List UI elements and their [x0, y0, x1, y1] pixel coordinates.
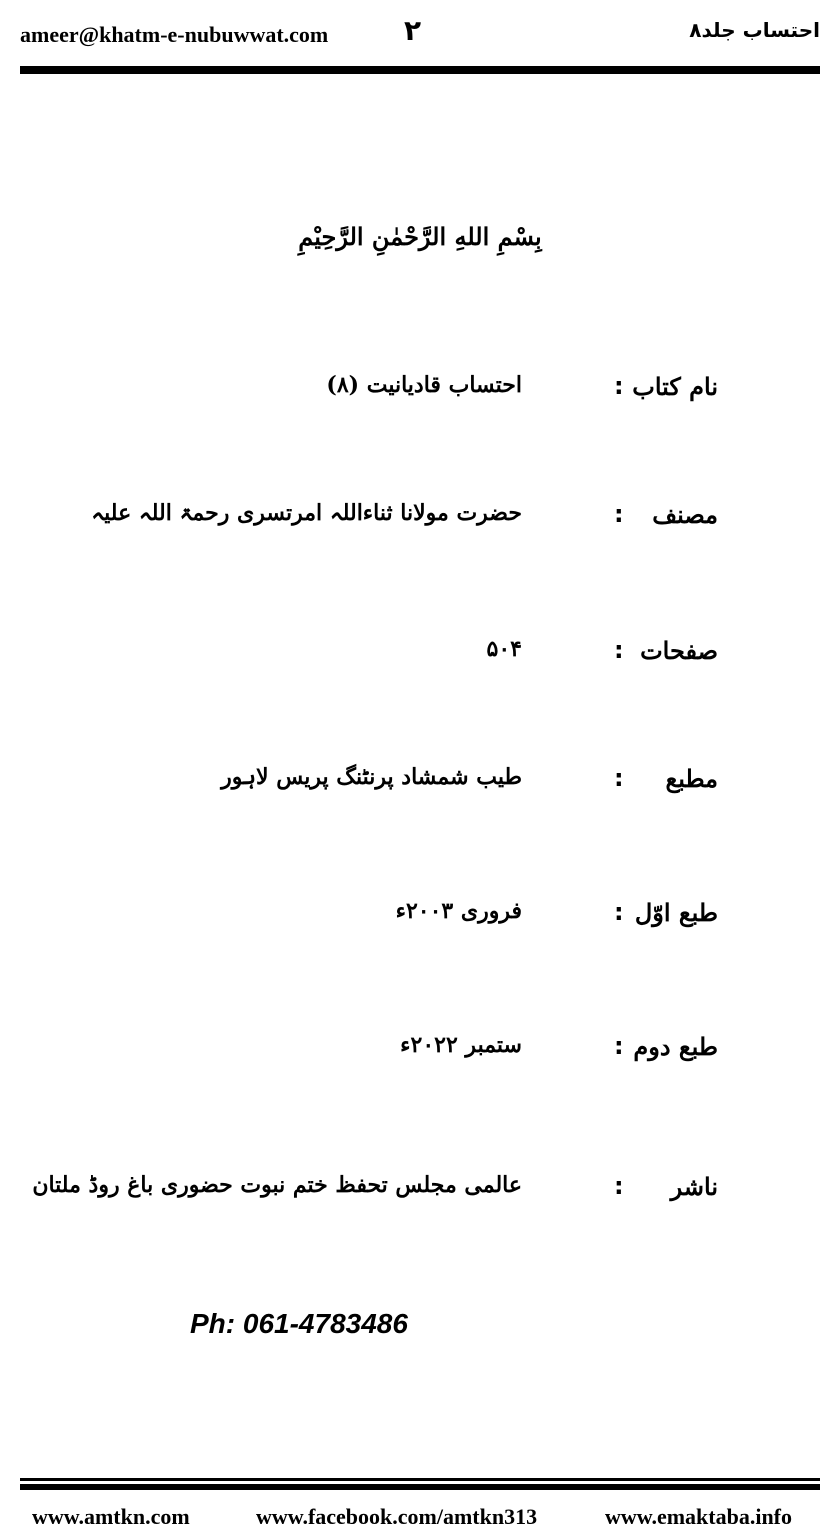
detail-label: طبع اوّل: [634, 898, 718, 927]
detail-value: عالمی مجلس تحفظ ختم نبوت حضوری باغ روڈ ملتان: [32, 1172, 522, 1198]
detail-label: مصنف: [652, 500, 718, 529]
detail-value: ۵۰۴: [486, 636, 522, 662]
detail-colon: :: [614, 1032, 624, 1060]
detail-row-author: [0, 500, 840, 550]
detail-row-publisher: [0, 1172, 840, 1222]
detail-colon: :: [614, 1172, 624, 1200]
detail-value: حضرت مولانا ثناءاللہ امرتسری رحمۃ اللہ علیہ: [91, 500, 522, 526]
footer-rule-thick: [20, 1484, 820, 1490]
detail-row-first-edition: [0, 898, 840, 948]
detail-row-second-edition: [0, 1032, 840, 1082]
phone-number: Ph: 061-4783486: [190, 1308, 408, 1339]
detail-value: فروری ۲۰۰۳ء: [395, 898, 522, 924]
detail-colon: :: [614, 898, 624, 926]
bismillah: بِسْمِ اللهِ الرَّحْمٰنِ الرَّحِيْمِ: [298, 222, 542, 251]
footer-link-facebook[interactable]: www.facebook.com/amtkn313: [256, 1504, 538, 1529]
detail-label: ناشر: [670, 1172, 718, 1201]
page-footer: [0, 1478, 840, 1540]
detail-colon: :: [614, 372, 624, 400]
detail-colon: :: [614, 636, 624, 664]
detail-label: مطبع: [665, 764, 718, 793]
page-header: [0, 0, 840, 80]
header-rule: [20, 66, 820, 74]
detail-value: احتساب قادیانیت (۸): [326, 372, 522, 398]
detail-value: طیب شمشاد پرنٹنگ پریس لاہور: [221, 764, 522, 790]
detail-colon: :: [614, 500, 624, 528]
page-number: ۲: [404, 14, 422, 47]
book-title: احتساب جلد۸: [689, 18, 820, 42]
detail-label: طبع دوم: [633, 1032, 718, 1061]
detail-row-press: [0, 764, 840, 814]
detail-colon: :: [614, 764, 624, 792]
header-email[interactable]: ameer@khatm-e-nubuwwat.com: [20, 22, 329, 47]
footer-link-amtkn[interactable]: www.amtkn.com: [32, 1504, 190, 1529]
detail-label: صفحات: [640, 636, 718, 665]
footer-rule-thin: [20, 1478, 820, 1481]
footer-link-emaktaba[interactable]: www.emaktaba.info: [605, 1504, 793, 1529]
detail-value: ستمبر ۲۰۲۲ء: [400, 1032, 522, 1058]
detail-row-book-name: [0, 372, 840, 422]
detail-label: نام کتاب: [632, 372, 718, 401]
detail-row-pages: [0, 636, 840, 686]
